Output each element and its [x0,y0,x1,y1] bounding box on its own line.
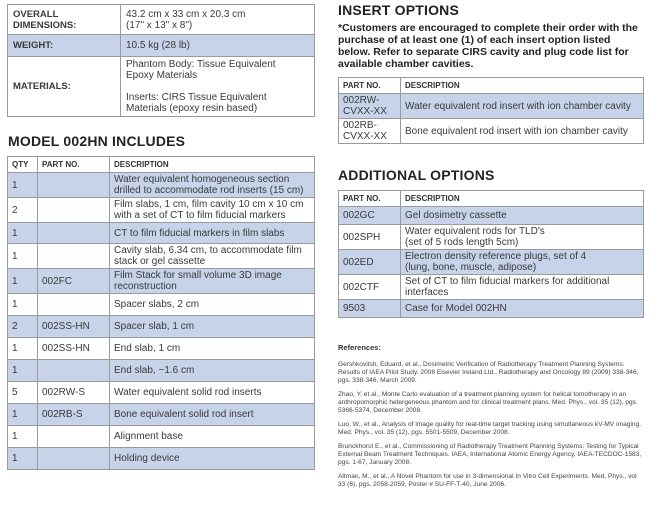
description-cell: Water equivalent rods for TLD's (set of 5 rods length 5cm) [401,225,644,250]
table-row [8,294,315,316]
table-row [8,448,315,470]
qty-cell: 1 [8,448,38,470]
description-cell: Bone equivalent rod insert with ion chamber cavity [401,119,644,144]
column-header-part: PART NO. [38,157,110,173]
table-row [8,360,315,382]
description-cell: Water equivalent rod insert with ion chamber cavity [401,94,644,119]
column-header-part: PART NO. [339,191,401,207]
part-cell [38,426,110,448]
table-row [8,244,315,269]
part-cell: 002RW- CVXX-XX [339,94,401,119]
table-row [8,269,315,294]
description-cell: Electron density reference plugs, set of 4 (lung, bone, muscle, adipose) [401,250,644,275]
additional-options-heading: ADDITIONAL OPTIONS [338,167,495,183]
table-row [339,94,644,119]
column-header-description: DESCRIPTION [401,78,644,94]
includes-heading: MODEL 002HN INCLUDES [8,133,186,149]
part-cell [38,223,110,244]
reference-item: Brunckhorst E., et al., Commissioning of Radiotherapy Treatment Planning Systems: Testing for Typical External Beam Treatment Techniques. IAEA, International Atomic Energy Agency, IAEA-TECDOC-1583, pgs. 1-67, January 2008. [338,443,642,466]
part-cell: 002RW-S [38,382,110,404]
spec-label: OVERALL DIMENSIONS: [8,5,121,35]
spec-value: 43.2 cm x 33 cm x 20.3 cm (17" x 13" x 8") [121,5,315,35]
description-cell: Alignment base [110,426,315,448]
table-row [8,316,315,338]
table-row [339,207,644,225]
part-cell: 002GC [339,207,401,225]
qty-cell: 1 [8,404,38,426]
column-header-description: DESCRIPTION [110,157,315,173]
qty-cell: 2 [8,198,38,223]
description-cell: Cavity slab, 6.34 cm, to accommodate film stack or gel cassette [110,244,315,269]
table-row [8,338,315,360]
description-cell: Spacer slab, 1 cm [110,316,315,338]
part-cell: 002ED [339,250,401,275]
table-row [8,173,315,198]
column-header-description: DESCRIPTION [401,191,644,207]
description-cell: End slab, 1 cm [110,338,315,360]
reference-item: Luo, W., et al., Analysis of image quality for real-time target tracking using simultaneous kV-MV imaging. Med. Phys., vol. 35 (12), pgs. 5501-5509, December 2008. [338,421,642,436]
qty-cell: 1 [8,269,38,294]
part-cell: 002SPH [339,225,401,250]
description-cell: CT to film fiducial markers in film slabs [110,223,315,244]
references-heading: References: [338,343,381,352]
qty-cell: 1 [8,294,38,316]
table-row [339,250,644,275]
part-cell: 002SS-HN [38,338,110,360]
part-cell [38,173,110,198]
spec-label: MATERIALS: [8,57,121,117]
description-cell: Gel dosimetry cassette [401,207,644,225]
spec-value: 10.5 kg (28 lb) [121,35,315,57]
part-cell [38,244,110,269]
part-cell: 002FC [38,269,110,294]
table-row [8,404,315,426]
description-cell: Case for Model 002HN [401,300,644,318]
table-row [8,382,315,404]
description-cell: Bone equivalent solid rod insert [110,404,315,426]
qty-cell: 1 [8,338,38,360]
part-cell [38,360,110,382]
description-cell: Set of CT to film fiducial markers for additional interfaces [401,275,644,300]
table-row [8,426,315,448]
part-cell: 002CTF [339,275,401,300]
qty-cell: 1 [8,244,38,269]
qty-cell: 5 [8,382,38,404]
references-section [338,344,644,495]
spec-value: Phantom Body: Tissue Equivalent Epoxy Materials Inserts: CIRS Tissue Equivalent Materials (epoxy resin based) [121,57,315,117]
table-row [339,275,644,300]
description-cell: Holding device [110,448,315,470]
part-cell: 9503 [339,300,401,318]
description-cell: Water equivalent solid rod inserts [110,382,315,404]
table-row [339,300,644,318]
insert-options-heading: INSERT OPTIONS [338,2,460,18]
part-cell [38,294,110,316]
insert-options-table [338,77,644,144]
part-cell: 002RB- CVXX-XX [339,119,401,144]
description-cell: Water equivalent homogeneous section drilled to accommodate rod inserts (15 cm) [110,173,315,198]
description-cell: Film slabs, 1 cm, film cavity 10 cm x 10 cm with a set of CT to film fiducial markers [110,198,315,223]
description-cell: Spacer slabs, 2 cm [110,294,315,316]
includes-table [7,156,315,470]
description-cell: Film Stack for small volume 3D image reconstruction [110,269,315,294]
part-cell: 002RB-S [38,404,110,426]
insert-options-note: *Customers are encouraged to complete their order with the purchase of at least one (1) of each insert option listed below. Refer to separate CIRS cavity and plug code list for available chamber cavities. [338,22,638,70]
table-row [339,119,644,144]
qty-cell: 2 [8,316,38,338]
reference-item: Gershkovitsh, Eduard, et al., Dosimetric Verification of Radiotherapy Treatment Planning Systems: Results of IAEA Pilot Study. 2008 Elsevier Ireland Ltd., Radiotherapy and Oncology 89 (2009) 338-346, pgs. 338-346, March 2009. [338,361,639,384]
part-cell [38,198,110,223]
qty-cell: 1 [8,223,38,244]
spec-label: WEIGHT: [8,35,121,57]
qty-cell: 1 [8,426,38,448]
specifications-table [7,4,315,117]
qty-cell: 1 [8,360,38,382]
reference-item: Altman, M., et al., A Novel Phantom for use in 3-dimensional In Vitro Cell Experiments. Med. Phys., vol 33 (6), pgs. 2058-2059, Poster # SU-FF-T-40, June 2006. [338,473,637,488]
table-row [8,223,315,244]
column-header-qty: QTY [8,157,38,173]
qty-cell: 1 [8,173,38,198]
description-cell: End slab, ~1.6 cm [110,360,315,382]
column-header-part: PART NO. [339,78,401,94]
additional-options-table [338,190,644,318]
table-row [339,225,644,250]
part-cell [38,448,110,470]
part-cell: 002SS-HN [38,316,110,338]
table-row [8,198,315,223]
reference-item: Zhao, Y. et al., Monte Carlo evaluation of a treatment planning system for helical tomotherapy in an anthropomorphic hetergeneous phantom and for clinical treatment plans. Med. Phys., vol. 35 (12), pgs. 5366-5374, December 2008. [338,391,638,414]
